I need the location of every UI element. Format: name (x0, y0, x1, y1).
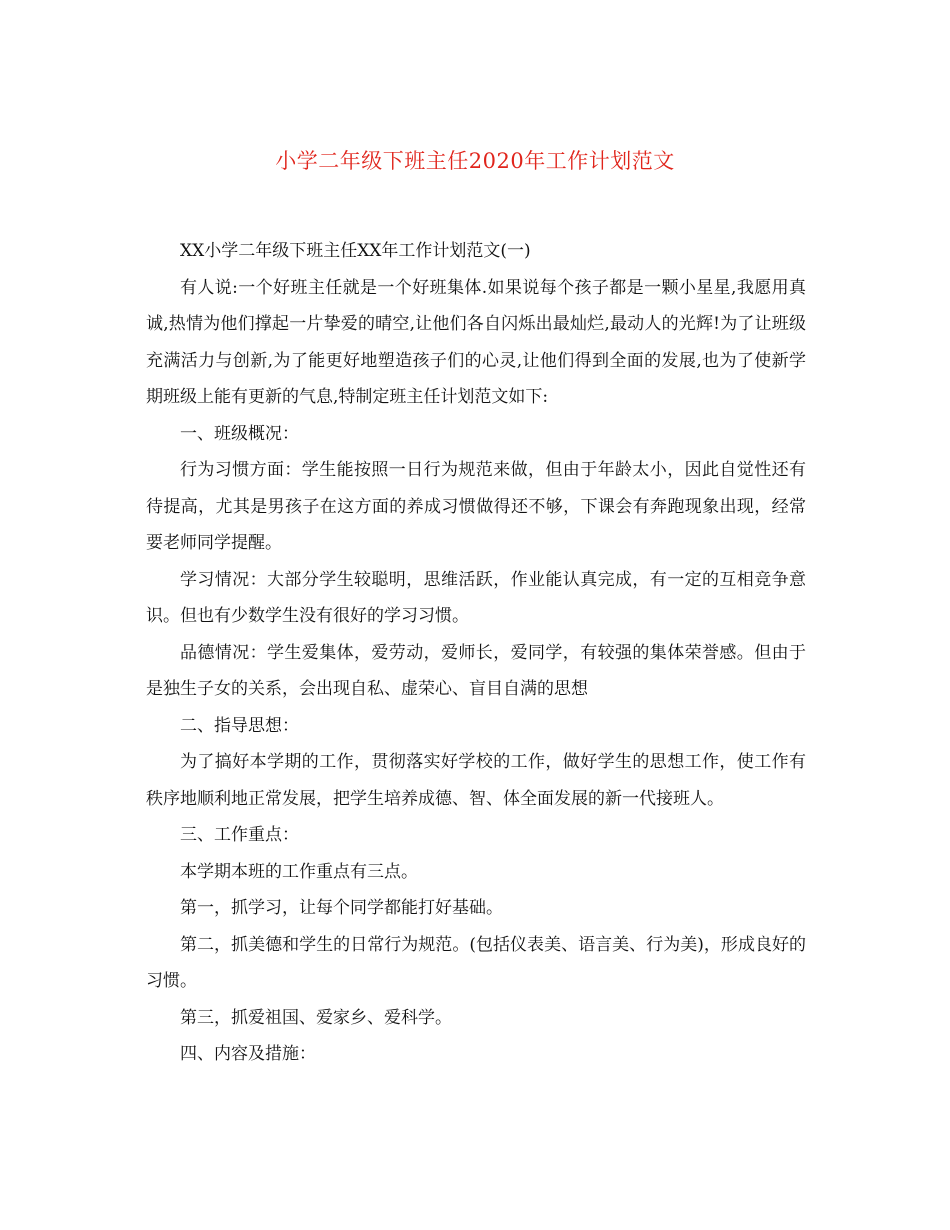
section-heading-content-measures: 四、内容及措施： (180, 1044, 316, 1064)
paragraph-focus-first: 第一，抓学习，让每个同学都能打好基础。 (180, 898, 503, 918)
document-body (146, 233, 806, 1073)
paragraph-focus-second: 第二，抓美德和学生的日常行为规范。(包括仪表美、语言美、行为美)，形成良好的习惯。 (146, 934, 806, 991)
paragraph-intro: 有人说:一个好班主任就是一个好班集体.如果说每个孩子都是一颗小星星,我愿用真诚,热情为他们撑起一片挚爱的晴空,让他们各自闪烁出最灿烂,最动人的光辉!为了让班级充满活力与创新,为了能更好地塑造孩子们的心灵,让他们得到全面的发展,也为了使新学期班级上能有更新的气息,特制定班主任计划范文如下: (146, 277, 806, 407)
section-heading-class-overview: 一、班级概况： (180, 423, 299, 444)
paragraph-study-situation: 学习情况：大部分学生较聪明，思维活跃，作业能认真完成，有一定的互相竞争意识。但也有少数学生没有很好的学习习惯。 (146, 569, 806, 626)
section-heading-guiding-thought: 二、指导思想： (180, 715, 299, 736)
paragraph-moral-situation: 品德情况：学生爱集体，爱劳动，爱师长，爱同学，有较强的集体荣誉感。但由于是独生子女的关系，会出现自私、虚荣心、盲目自满的思想 (146, 642, 806, 699)
paragraph-subtitle: XX小学二年级下班主任XX年工作计划范文(一) (180, 241, 531, 261)
paragraph-focus-third: 第三，抓爱祖国、爱家乡、爱科学。 (180, 1007, 452, 1028)
paragraph-behavior-habits: 行为习惯方面：学生能按照一日行为规范来做，但由于年龄太小，因此自觉性还有待提高，尤其是男孩子在这方面的养成习惯做得还不够，下课会有奔跑现象出现，经常要老师同学提醒。 (146, 460, 806, 553)
paragraph-focus-intro: 本学期本班的工作重点有三点。 (180, 861, 418, 882)
paragraph-guiding-thought: 为了搞好本学期的工作，贯彻落实好学校的工作，做好学生的思想工作，使工作有秩序地顺利地正常发展，把学生培养成德、智、体全面发展的新一代接班人。 (146, 752, 806, 809)
section-heading-work-focus: 三、工作重点： (180, 825, 299, 845)
document-title: 小学二年级下班主任2020年工作计划范文 (275, 149, 675, 173)
